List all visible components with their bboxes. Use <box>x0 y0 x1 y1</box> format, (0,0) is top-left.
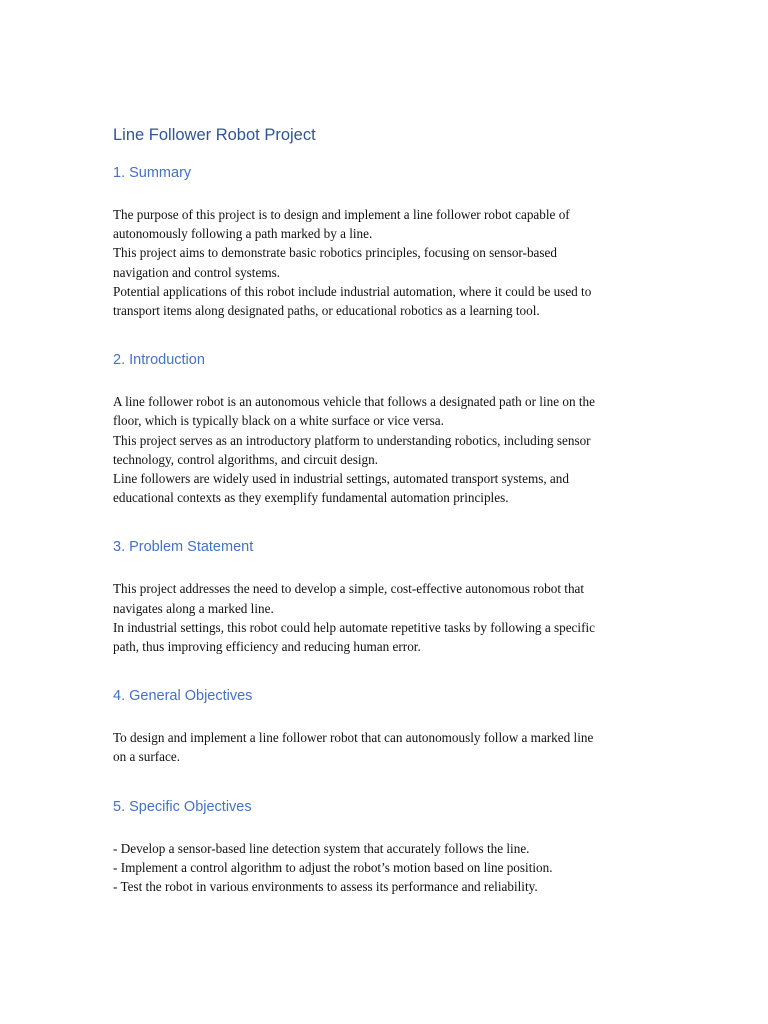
paragraph-line: This project serves as an introductory platform to understanding robotics, including sensor <box>113 432 591 448</box>
paragraph-line: path, thus improving efficiency and reducing human error. <box>113 639 421 655</box>
section-body-problem-statement <box>113 579 658 656</box>
list-item: - Implement a control algorithm to adjust the robot’s motion based on line position. <box>113 859 553 875</box>
section-body-general-objectives <box>113 728 658 766</box>
section-heading-problem-statement: 3. Problem Statement <box>113 539 254 556</box>
paragraph-line: To design and implement a line follower robot that can autonomously follow a marked line <box>113 730 594 746</box>
paragraph-line: This project aims to demonstrate basic robotics principles, focusing on sensor-based <box>113 245 557 261</box>
list-item: - Test the robot in various environments to assess its performance and reliability. <box>113 879 538 895</box>
section-specific-objectives <box>113 797 658 897</box>
section-body-introduction <box>113 392 658 507</box>
paragraph-line: A line follower robot is an autonomous vehicle that follows a designated path or line on the <box>113 394 595 410</box>
document-title: Line Follower Robot Project <box>113 126 316 144</box>
section-general-objectives <box>113 686 658 766</box>
paragraph-line: This project addresses the need to develop a simple, cost-effective autonomous robot that <box>113 581 585 597</box>
paragraph-line: navigation and control systems. <box>113 264 281 280</box>
section-body-specific-objectives <box>113 839 658 897</box>
section-summary <box>113 163 658 320</box>
paragraph-line: Potential applications of this robot include industrial automation, where it could be used to <box>113 283 592 299</box>
section-heading-introduction: 2. Introduction <box>113 352 205 369</box>
paragraph-line: transport items along designated paths, or educational robotics as a learning tool. <box>113 303 540 319</box>
paragraph-line: In industrial settings, this robot could help automate repetitive tasks by following a specific <box>113 619 595 635</box>
section-heading-specific-objectives: 5. Specific Objectives <box>113 798 252 815</box>
paragraph-line: autonomously following a path marked by a line. <box>113 226 373 242</box>
section-heading-general-objectives: 4. General Objectives <box>113 688 253 705</box>
paragraph-line: technology, control algorithms, and circuit design. <box>113 451 379 467</box>
section-introduction <box>113 350 658 507</box>
section-problem-statement <box>113 537 658 656</box>
paragraph-line: The purpose of this project is to design and implement a line follower robot capable of <box>113 207 570 222</box>
section-heading-summary: 1. Summary <box>113 165 192 181</box>
paragraph-line: educational contexts as they exemplify fundamental automation principles. <box>113 490 509 506</box>
paragraph-line: navigates along a marked line. <box>113 600 274 616</box>
list-item: - Develop a sensor-based line detection system that accurately follows the line. <box>113 840 530 856</box>
paragraph-line: floor, which is typically black on a white surface or vice versa. <box>113 413 444 429</box>
section-body-summary <box>113 205 658 320</box>
paragraph-line: on a surface. <box>113 749 180 765</box>
paragraph-line: Line followers are widely used in industrial settings, automated transport systems, and <box>113 471 569 487</box>
document-page <box>113 124 658 926</box>
